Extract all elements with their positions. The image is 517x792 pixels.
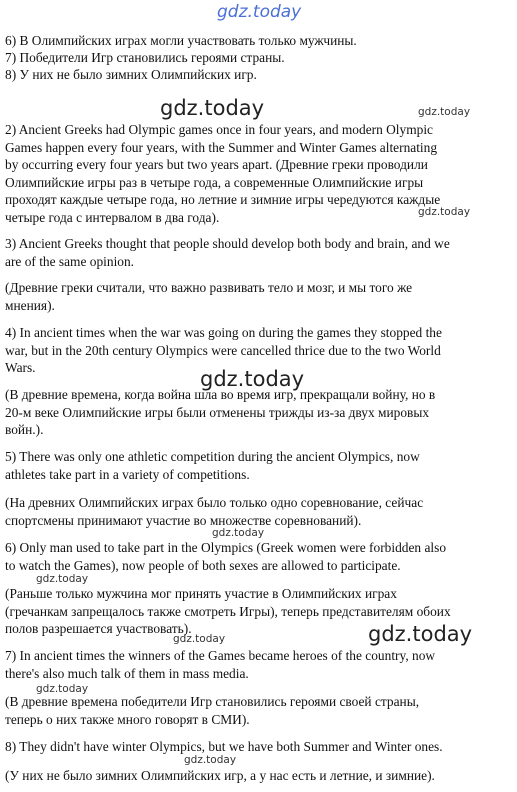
watermark: gdz.today	[36, 573, 89, 585]
answer-2-english: 2) Ancient Greeks had Olympic games once in four years, and modern Olympic Games happen every four years, with the Summer and Winter Games alternating by occurring every four years but two years apart.	[5, 122, 438, 173]
answer-7-english: 7) In ancient times the winners of the Games became heroes of the country, now there's also much talk of them in mass media.	[5, 648, 436, 681]
watermark: gdz.today	[212, 527, 265, 539]
watermark: gdz.today	[173, 633, 226, 645]
answer-8-russian: (У них не было зимних Олимпийских игр, а у нас есть и летние, и зимние).	[5, 768, 435, 783]
list-item: 7) Победители Игр становились героями страны.	[5, 50, 285, 65]
watermark: gdz.today	[200, 367, 305, 391]
watermark: gdz.today	[368, 622, 473, 646]
watermark: gdz.today	[36, 683, 89, 695]
watermark: gdz.today	[418, 106, 471, 118]
answer-4-english: 4) In ancient times when the war was going on during the games they stopped the war, but in the 20th century Olympics were cancelled thrice due to the two World Wars.	[5, 325, 442, 376]
watermark: gdz.today	[184, 754, 237, 766]
answer-6-english: 6) Only man used to take part in the Olympics (Greek women were forbidden also to watch the Games), now people of both sexes are allowed to participate.	[5, 540, 447, 573]
answer-3-russian: (Древние греки считали, что важно развивать тело и мозг, и мы того же мнения).	[5, 280, 413, 313]
answer-4-russian: (В древние времена, когда война шла во время игр, прекращали войну, но в 20-м веке Олимпийские игры были отменены трижды из-за двух мировых войн.).	[5, 387, 436, 438]
answer-6-russian: (Раньше только мужчина мог принять участие в Олимпийских играх (гречанкам запрещалось также смотреть Игры), теперь представителям обоих полов разрешается участвовать).	[5, 586, 451, 637]
answer-2-russian: (Древние греки проводили Олимпийские игры раз в четыре года, а современные Олимпийские игры проходят каждые четыре года, но летние и зимние игры чередуются каждые четыре года с интервалом в два года).	[5, 157, 441, 225]
answer-5-english: 5) There was only one athletic competition during the ancient Olympics, now athletes take part in a variety of competitions.	[5, 449, 420, 482]
watermark-top: gdz.today	[217, 2, 302, 22]
answer-8-english: 8) They didn't have winter Olympics, but we have both Summer and Winter ones.	[5, 739, 443, 754]
answer-7-russian: (В древние времена победители Игр становились героями своей страны, теперь о них также много говорят в СМИ).	[5, 694, 420, 727]
list-item: 8) У них не было зимних Олимпийских игр.	[5, 67, 257, 82]
answer-5-russian: (На древних Олимпийских играх было только одно соревнование, сейчас спортсмены принимают участие во множестве соревнований).	[5, 495, 424, 528]
list-item: 6) В Олимпийских играх могли участвовать только мужчины.	[5, 33, 357, 48]
watermark: gdz.today	[160, 96, 265, 120]
watermark: gdz.today	[418, 206, 471, 218]
answer-3-english: 3) Ancient Greeks thought that people should develop both body and brain, and we are of the same opinion.	[5, 236, 450, 269]
